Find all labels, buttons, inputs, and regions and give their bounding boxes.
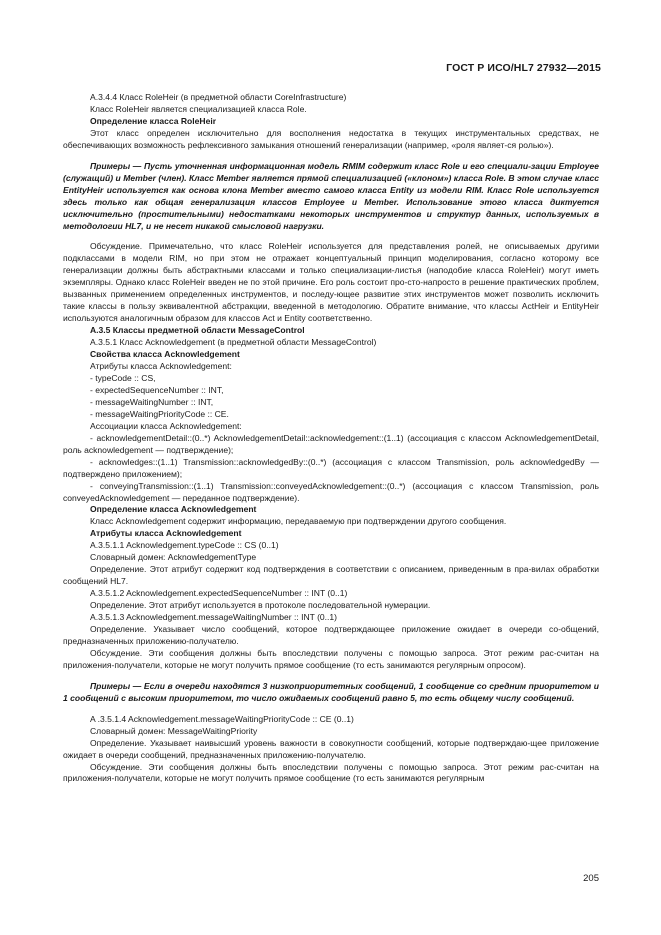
paragraph: - expectedSequenceNumber :: INT, xyxy=(90,384,224,395)
page-number: 205 xyxy=(583,873,599,884)
document-body xyxy=(63,92,599,785)
paragraph: Обсуждение. Эти сообщения должны быть впоследствии получены с помощью запроса. Этот режим рас-считан на приложения-получатели, которые не могут получить прямое сообщение (то есть занимаются регулярным xyxy=(63,761,599,784)
paragraph: Атрибуты класса Acknowledgement: xyxy=(90,361,232,372)
paragraph: - acknowledgementDetail::(0..*) AcknowledgementDetail::acknowledgement::(1..1) (ассоциация с классом AcknowledgementDetail, роль acknowledgement — подтверждение); xyxy=(63,432,599,455)
paragraph: Словарный домен: MessageWaitingPriority xyxy=(90,725,258,736)
paragraph: Определение. Указывает наивысший уровень важности в совокупности сообщений, которые подтверждаю-щее приложение ожидает в очереди сообщений, предназначенных приложению-получателю. xyxy=(63,737,599,760)
paragraph: Словарный домен: AcknowledgementType xyxy=(90,552,257,563)
paragraph: - messageWaitingNumber :: INT, xyxy=(90,396,214,407)
paragraph: - conveyingTransmission::(1..1) Transmission::conveyedAcknowledgement::(0..*) (ассоциация с классом Transmission, роль conveyedAcknowledgement — переданное подтверждение). xyxy=(63,480,599,503)
paragraph: Определение. Указывает число сообщений, которое подтверждающее приложение ожидает в очереди со-общений, предназначенных приложению-получателю. xyxy=(63,623,599,646)
paragraph: Определение. Этот атрибут содержит код подтверждения в соответствии с описанием, приведенным в пра-вилах обработки сообщений HL7. xyxy=(63,564,599,587)
paragraph: Обсуждение. Примечательно, что класс RoleHeir используется для представления ролей, не описываемых другими подклассами в модели RIM, но при этом не отражает концептуальный принцип моделирования, согласно которому все генерализации должны быть абстрактными классами и только специализации-листья (наподобие класса RoleHeir) могут иметь экземпляры. Однако класс RoleHeir введен не по этой причине. Его роль состоит про-сто-напросто в решение практических проблем, вызванных применением определенных инструментов, и последу-ющее развитие этих инструментов может позволить исключить такие классы в пользу эквивалентной абстракции, введенной в методологию. Обратите внимание, что классы ActHeir и EntityHeir используются аналогичным образом для классов Act и Entity соответственно. xyxy=(63,241,599,324)
paragraph: - typeCode :: CS, xyxy=(90,372,156,383)
paragraph: Примеры — Если в очереди находятся 3 низкоприоритетных сообщений, 1 сообщение со средним приоритетом и 1 сообщений с высоким приоритетом, то число ожидаемых сообщений равно 5, то есть общему числу сообщений. xyxy=(63,680,599,703)
paragraph: Определение. Этот атрибут используется в протоколе последовательной нумерации. xyxy=(90,600,431,611)
paragraph: Класс Acknowledgement содержит информацию, передаваемую при подтверждении другого сообщения. xyxy=(90,516,507,527)
paragraph: Обсуждение. Эти сообщения должны быть впоследствии получены с помощью запроса. Этот режим рас-считан на приложения-получатели, которые не могут получить прямое сообщение (то есть занимаются регулярным опросом). xyxy=(63,647,599,670)
paragraph: Ассоциации класса Acknowledgement: xyxy=(90,420,242,431)
paragraph: A.3.5.1.2 Acknowledgement.expectedSequenceNumber :: INT (0..1) xyxy=(90,588,348,599)
paragraph: - acknowledges::(1..1) Transmission::acknowledgedBy::(0..*) (ассоциация с классом Transmission, роль acknowledgedBy — подтверждено приложением); xyxy=(63,456,599,479)
paragraph: Класс RoleHeir является специализацией класса Role. xyxy=(90,103,307,114)
paragraph: Свойства класса Acknowledgement xyxy=(90,349,240,360)
paragraph: Примеры — Пусть уточненная информационная модель RMIM содержит класс Role и его специали-зации Employee (служащий) и Member (член). Класс Member является прямой специализацией («клоном») класса Role. В этом случае класс EntityHeir используется как основа клона Member вместо самого класса Entity из модели RIM. Класс Role используется здесь только как общая генерализация классов Employee и Member. Использование этого класса диктуется исключительно (простительными) недостатками некоторых инструментов и структур данных, используемых в методологии HL7, и не несет никакой смысловой нагрузки. xyxy=(63,160,599,231)
paragraph: A.3.5.1.3 Acknowledgement.messageWaitingNumber :: INT (0..1) xyxy=(90,612,338,623)
paragraph: A.3.5.1 Класс Acknowledgement (в предметной области MessageControl) xyxy=(90,337,377,348)
paragraph: Определение класса Acknowledgement xyxy=(90,504,257,515)
paragraph: A.3.4.4 Класс RoleHeir (в предметной области CoreInfrastructure) xyxy=(90,92,347,102)
paragraph: - messageWaitingPriorityCode :: CE. xyxy=(90,408,229,419)
document-header: ГОСТ Р ИСО/HL7 27932—2015 xyxy=(446,62,601,74)
paragraph: Атрибуты класса Acknowledgement xyxy=(90,528,242,539)
paragraph: A .3.5.1.4 Acknowledgement.messageWaitingPriorityCode :: CE (0..1) xyxy=(90,713,354,724)
paragraph: A.3.5.1.1 Acknowledgement.typeCode :: CS (0..1) xyxy=(90,540,279,551)
paragraph: Этот класс определен исключительно для восполнения недостатка в текущих инструментальных средствах, не обеспечивающих возможность рефлексивного замыкания отношений генерализации (например, «роля являет-ся ролью»). xyxy=(63,127,599,150)
paragraph: A.3.5 Классы предметной области MessageControl xyxy=(90,325,305,336)
paragraph: Определение класса RoleHeir xyxy=(90,115,217,126)
